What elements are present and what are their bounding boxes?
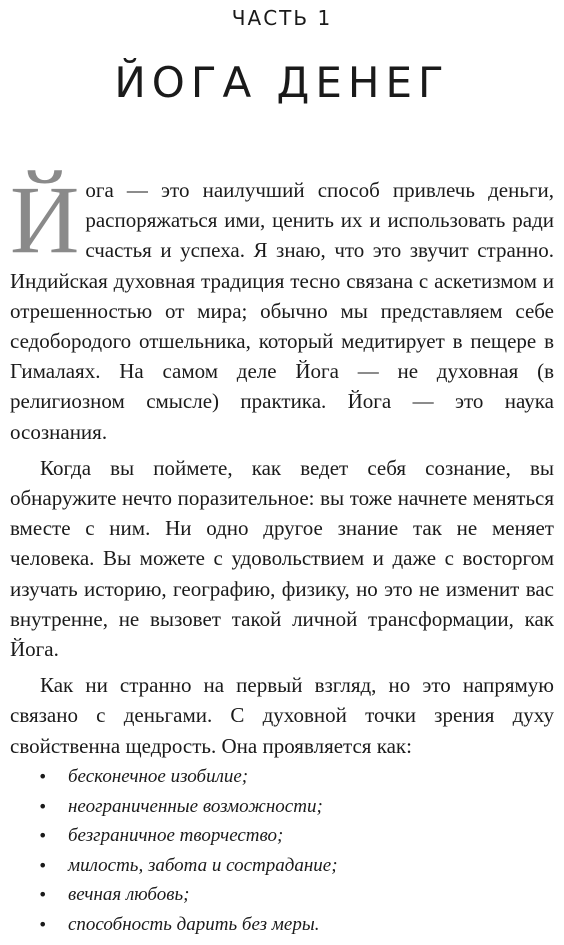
list-item-text: неограниченные возможности;	[68, 795, 323, 817]
bullet-icon: •	[38, 826, 48, 846]
list-item	[38, 851, 548, 881]
paragraph-3: Как ни странно на первый взгляд, но это напрямую связано с деньгами. С духовной точки зрения духу свойственна щедрость. Она проявляется как:	[10, 673, 554, 758]
list-item	[38, 792, 548, 822]
paragraph-1	[10, 166, 554, 447]
list-item	[38, 910, 548, 940]
paragraph-2: Когда вы поймете, как ведет себя сознание, вы обнаружите нечто поразительное: вы тоже начнете меняться вместе с ним. Ни одно другое знание так не меняет человека. Вы можете с удовольствием и даже с восторгом изучать историю, географию, физику, но это не изменит вас внутренне, не вызовет такой личной трансформации, как Йога.	[10, 455, 554, 662]
list-item-text: безграничное творчество;	[68, 825, 284, 847]
bullet-list	[38, 762, 548, 940]
bullet-icon: •	[38, 914, 48, 934]
paragraph-1-text: ога — это наилучший способ привлечь деньги, распоряжаться ими, ценить их и использовать ради счастья и успеха. Я знаю, что это звучит странно. Индийская духовная традиция тесно связана с аскетизмом и отрешенностью от мира; обычно мы представляем себе седобородого отшельника, который медитирует в пещере в Гималаях. На самом деле Йога — не духовная (в религиозном смысле) практика. Йога — это наука осознания.	[10, 178, 554, 444]
bullet-icon: •	[38, 767, 48, 786]
list-item	[38, 821, 548, 851]
list-item-text: бесконечное изобилие;	[68, 766, 249, 787]
list-item	[38, 880, 548, 910]
list-item-text: вечная любовь;	[68, 884, 190, 906]
bullet-icon: •	[38, 796, 48, 816]
drop-cap: Й	[10, 166, 80, 273]
body-text	[10, 166, 554, 761]
list-item-text: милость, забота и сострадание;	[68, 854, 338, 876]
list-item	[38, 762, 548, 792]
list-item-text: способность дарить без меры.	[68, 913, 320, 935]
bullet-icon: •	[38, 885, 48, 905]
bullet-icon: •	[38, 855, 48, 875]
chapter-title: ЙОГА ДЕНЕГ	[114, 58, 450, 107]
part-label: ЧАСТЬ 1	[231, 6, 333, 30]
